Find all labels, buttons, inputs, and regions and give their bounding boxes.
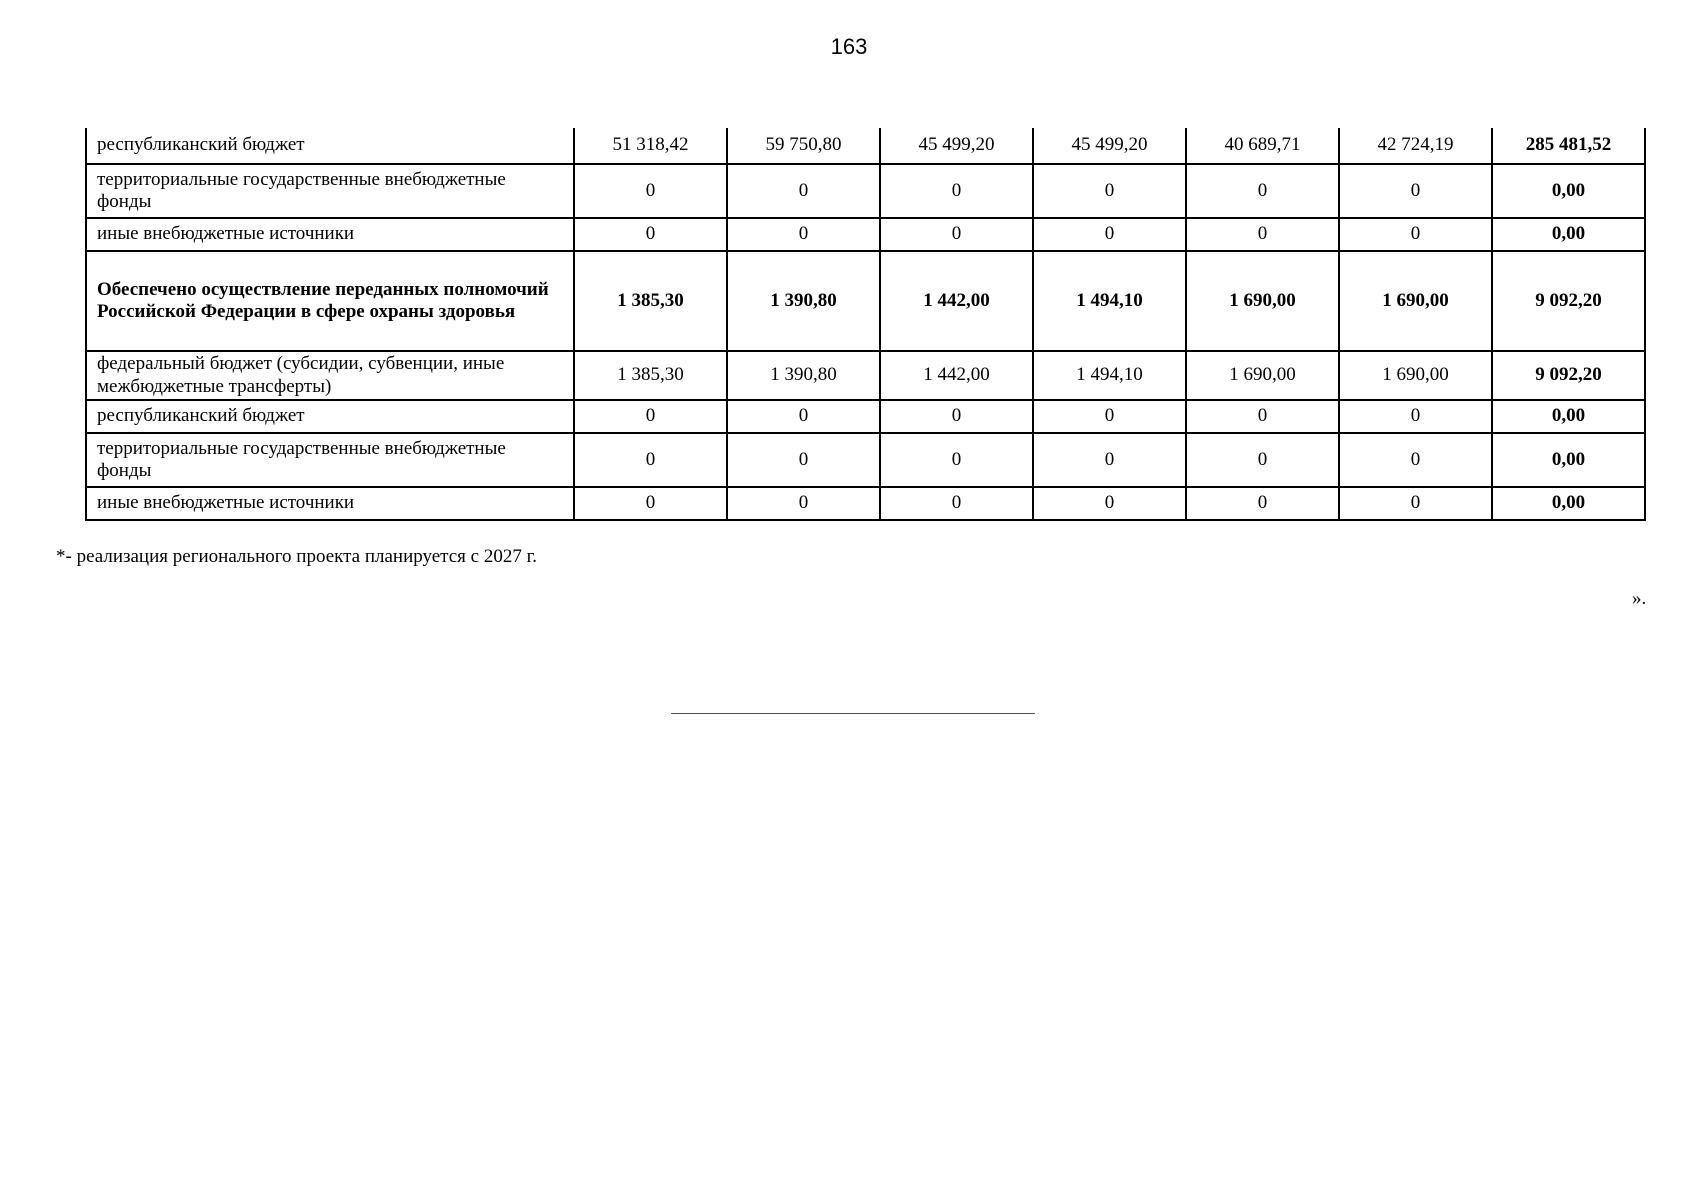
year-value-cell: 0 — [1339, 164, 1492, 218]
year-value-cell: 1 385,30 — [574, 251, 727, 351]
year-value-cell: 0 — [880, 487, 1033, 520]
year-value-cell: 0 — [880, 400, 1033, 433]
row-label: территориальные государственные внебюджетные фонды — [86, 164, 574, 218]
year-value-cell: 0 — [727, 400, 880, 433]
year-value-cell: 1 494,10 — [1033, 251, 1186, 351]
table-row — [86, 128, 1645, 164]
row-label: иные внебюджетные источники — [86, 487, 574, 520]
total-cell: 0,00 — [1492, 218, 1645, 251]
year-value-cell: 0 — [1033, 164, 1186, 218]
year-value-cell: 0 — [880, 433, 1033, 487]
year-value-cell: 1 390,80 — [727, 251, 880, 351]
year-value-cell: 1 442,00 — [880, 251, 1033, 351]
year-value-cell: 0 — [574, 400, 727, 433]
total-cell: 9 092,20 — [1492, 251, 1645, 351]
year-value-cell: 0 — [1186, 164, 1339, 218]
table-row — [86, 400, 1645, 433]
row-label: территориальные государственные внебюджетные фонды — [86, 433, 574, 487]
year-value-cell: 0 — [1033, 218, 1186, 251]
year-value-cell: 0 — [1186, 218, 1339, 251]
year-value-cell: 1 690,00 — [1339, 251, 1492, 351]
year-value-cell: 0 — [1339, 400, 1492, 433]
year-value-cell: 0 — [1186, 433, 1339, 487]
year-value-cell: 0 — [727, 164, 880, 218]
year-value-cell: 40 689,71 — [1186, 128, 1339, 164]
year-value-cell: 45 499,20 — [1033, 128, 1186, 164]
year-value-cell: 1 385,30 — [574, 351, 727, 400]
year-value-cell: 51 318,42 — [574, 128, 727, 164]
total-cell: 0,00 — [1492, 400, 1645, 433]
year-value-cell: 1 690,00 — [1339, 351, 1492, 400]
row-label: иные внебюджетные источники — [86, 218, 574, 251]
year-value-cell: 0 — [574, 164, 727, 218]
year-value-cell: 0 — [1186, 487, 1339, 520]
year-value-cell: 1 690,00 — [1186, 351, 1339, 400]
page-number: 163 — [830, 34, 868, 59]
year-value-cell: 0 — [727, 218, 880, 251]
table-row — [86, 164, 1645, 218]
table-row — [86, 351, 1645, 400]
row-label: Обеспечено осуществление переданных полномочий Российской Федерации в сфере охраны здоровья — [86, 251, 574, 351]
table-row — [86, 487, 1645, 520]
table-row — [86, 433, 1645, 487]
row-label: республиканский бюджет — [86, 400, 574, 433]
closing-quote-mark: ». — [1632, 588, 1647, 609]
total-cell: 9 092,20 — [1492, 351, 1645, 400]
year-value-cell: 0 — [1186, 400, 1339, 433]
table-row — [86, 218, 1645, 251]
total-cell: 285 481,52 — [1492, 128, 1645, 164]
year-value-cell: 0 — [880, 218, 1033, 251]
year-value-cell: 0 — [1339, 487, 1492, 520]
year-value-cell: 1 690,00 — [1186, 251, 1339, 351]
row-label: федеральный бюджет (субсидии, субвенции, иные межбюджетные трансферты) — [86, 351, 574, 400]
footnote: *- реализация регионального проекта планируется с 2027 г. — [56, 546, 537, 567]
year-value-cell: 0 — [574, 433, 727, 487]
year-value-cell: 0 — [574, 487, 727, 520]
separator-line — [671, 713, 1035, 714]
year-value-cell: 1 494,10 — [1033, 351, 1186, 400]
total-cell: 0,00 — [1492, 487, 1645, 520]
year-value-cell: 0 — [574, 218, 727, 251]
year-value-cell: 0 — [727, 433, 880, 487]
year-value-cell: 0 — [1033, 400, 1186, 433]
year-value-cell: 45 499,20 — [880, 128, 1033, 164]
row-label: республиканский бюджет — [86, 128, 574, 164]
year-value-cell: 42 724,19 — [1339, 128, 1492, 164]
table-row — [86, 251, 1645, 351]
year-value-cell: 0 — [727, 487, 880, 520]
year-value-cell: 1 390,80 — [727, 351, 880, 400]
total-cell: 0,00 — [1492, 433, 1645, 487]
total-cell: 0,00 — [1492, 164, 1645, 218]
year-value-cell: 0 — [1033, 433, 1186, 487]
year-value-cell: 1 442,00 — [880, 351, 1033, 400]
year-value-cell: 59 750,80 — [727, 128, 880, 164]
year-value-cell: 0 — [880, 164, 1033, 218]
year-value-cell: 0 — [1339, 218, 1492, 251]
year-value-cell: 0 — [1339, 433, 1492, 487]
budget-table — [85, 128, 1646, 521]
year-value-cell: 0 — [1033, 487, 1186, 520]
